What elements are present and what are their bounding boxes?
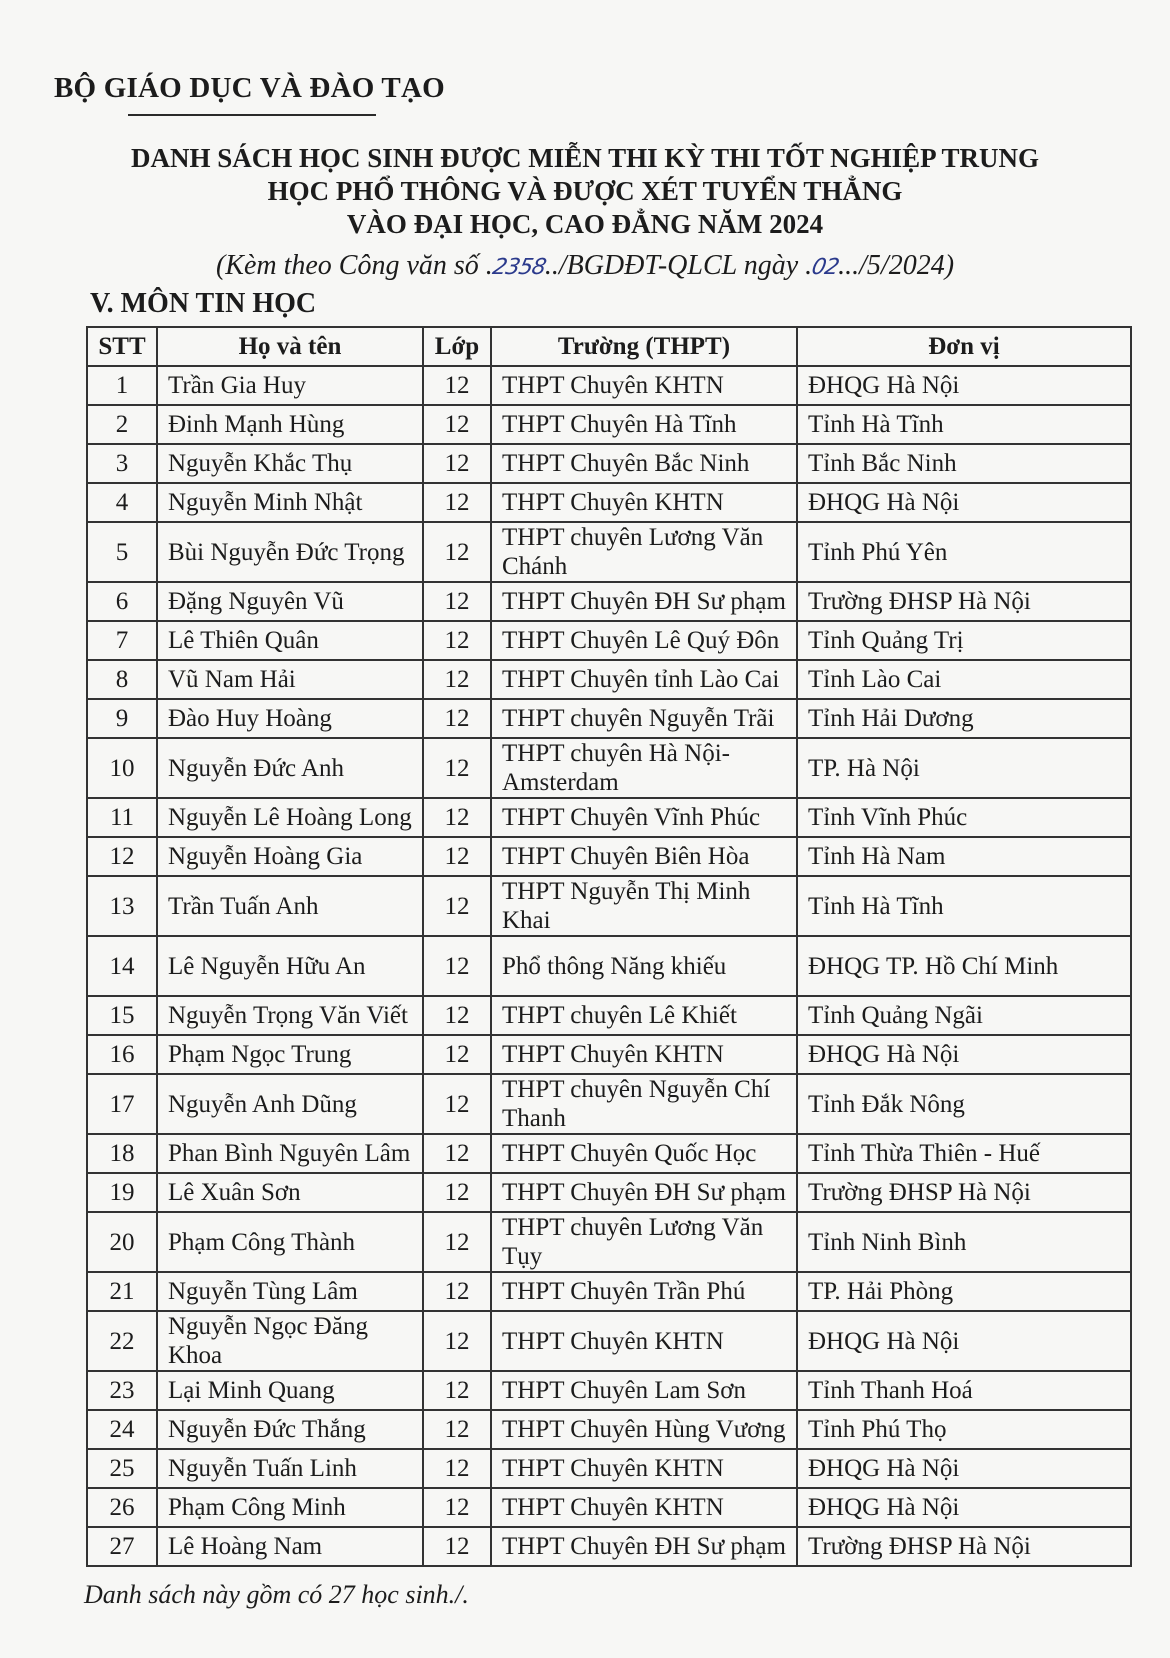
cell-school: THPT chuyên Nguyễn Trãi xyxy=(491,699,797,738)
cell-name: Trần Tuấn Anh xyxy=(157,876,423,936)
cell-unit: Tỉnh Hà Tĩnh xyxy=(797,876,1131,936)
table-header-row xyxy=(87,327,1131,366)
cell-school: Phổ thông Năng khiếu xyxy=(491,936,797,996)
cell-stt: 9 xyxy=(87,699,157,738)
cell-school: THPT Chuyên Biên Hòa xyxy=(491,837,797,876)
cell-name: Lại Minh Quang xyxy=(157,1371,423,1410)
cell-stt: 22 xyxy=(87,1311,157,1371)
cell-school: THPT chuyên Lương Văn Chánh xyxy=(491,522,797,582)
cell-school: THPT Chuyên ĐH Sư phạm xyxy=(491,582,797,621)
cell-unit: Trường ĐHSP Hà Nội xyxy=(797,1527,1131,1566)
cell-school: THPT Chuyên KHTN xyxy=(491,1488,797,1527)
table-row xyxy=(87,522,1131,582)
cell-stt: 5 xyxy=(87,522,157,582)
cell-stt: 21 xyxy=(87,1272,157,1311)
cell-name: Nguyễn Lê Hoàng Long xyxy=(157,798,423,837)
table-row xyxy=(87,1173,1131,1212)
table-row xyxy=(87,483,1131,522)
table-row xyxy=(87,1527,1131,1566)
cell-unit: Tỉnh Hải Dương xyxy=(797,699,1131,738)
table-row xyxy=(87,1074,1131,1134)
cell-name: Phạm Ngọc Trung xyxy=(157,1035,423,1074)
cell-stt: 4 xyxy=(87,483,157,522)
cell-name: Nguyễn Ngọc Đăng Khoa xyxy=(157,1311,423,1371)
column-header-class: Lớp xyxy=(423,327,491,366)
cell-school: THPT Chuyên Hùng Vương xyxy=(491,1410,797,1449)
cell-class: 12 xyxy=(423,837,491,876)
cell-stt: 2 xyxy=(87,405,157,444)
cell-class: 12 xyxy=(423,582,491,621)
cell-class: 12 xyxy=(423,366,491,405)
cell-unit: Tỉnh Quảng Trị xyxy=(797,621,1131,660)
document-subtitle xyxy=(60,250,1110,282)
cell-stt: 11 xyxy=(87,798,157,837)
cell-school: THPT Chuyên ĐH Sư phạm xyxy=(491,1173,797,1212)
cell-class: 12 xyxy=(423,1311,491,1371)
column-header-name: Họ và tên xyxy=(157,327,423,366)
cell-school: THPT Chuyên ĐH Sư phạm xyxy=(491,1527,797,1566)
cell-name: Nguyễn Hoàng Gia xyxy=(157,837,423,876)
cell-unit: TP. Hà Nội xyxy=(797,738,1131,798)
cell-class: 12 xyxy=(423,798,491,837)
cell-class: 12 xyxy=(423,621,491,660)
cell-school: THPT Chuyên KHTN xyxy=(491,366,797,405)
cell-school: THPT Chuyên Trần Phú xyxy=(491,1272,797,1311)
cell-stt: 8 xyxy=(87,660,157,699)
cell-class: 12 xyxy=(423,738,491,798)
cell-name: Nguyễn Minh Nhật xyxy=(157,483,423,522)
cell-school: THPT Chuyên KHTN xyxy=(491,1449,797,1488)
table-row xyxy=(87,1449,1131,1488)
cell-school: THPT Chuyên KHTN xyxy=(491,1035,797,1074)
cell-stt: 27 xyxy=(87,1527,157,1566)
cell-school: THPT Chuyên Vĩnh Phúc xyxy=(491,798,797,837)
cell-unit: ĐHQG Hà Nội xyxy=(797,1311,1131,1371)
table-row xyxy=(87,1272,1131,1311)
cell-unit: ĐHQG Hà Nội xyxy=(797,366,1131,405)
table-row xyxy=(87,621,1131,660)
cell-name: Phạm Công Minh xyxy=(157,1488,423,1527)
cell-unit: Tỉnh Quảng Ngãi xyxy=(797,996,1131,1035)
cell-unit: Tỉnh Ninh Bình xyxy=(797,1212,1131,1272)
cell-unit: ĐHQG TP. Hồ Chí Minh xyxy=(797,936,1131,996)
table-row xyxy=(87,1311,1131,1371)
cell-class: 12 xyxy=(423,522,491,582)
title-line-3: VÀO ĐẠI HỌC, CAO ĐẲNG NĂM 2024 xyxy=(346,209,824,239)
cell-school: THPT Chuyên tỉnh Lào Cai xyxy=(491,660,797,699)
cell-stt: 12 xyxy=(87,837,157,876)
cell-school: THPT chuyên Nguyễn Chí Thanh xyxy=(491,1074,797,1134)
table-row xyxy=(87,582,1131,621)
table-row xyxy=(87,1410,1131,1449)
title-line-1: DANH SÁCH HỌC SINH ĐƯỢC MIỄN THI KỲ THI TỐT NGHIỆP TRUNG xyxy=(131,143,1039,173)
cell-unit: Tỉnh Hà Nam xyxy=(797,837,1131,876)
cell-name: Lê Thiên Quân xyxy=(157,621,423,660)
cell-class: 12 xyxy=(423,483,491,522)
cell-name: Nguyễn Anh Dũng xyxy=(157,1074,423,1134)
column-header-unit: Đơn vị xyxy=(797,327,1131,366)
cell-unit: Tỉnh Thanh Hoá xyxy=(797,1371,1131,1410)
cell-school: THPT Chuyên Lê Quý Đôn xyxy=(491,621,797,660)
table-row xyxy=(87,1371,1131,1410)
table-row xyxy=(87,405,1131,444)
cell-unit: Tỉnh Đắk Nông xyxy=(797,1074,1131,1134)
cell-name: Bùi Nguyễn Đức Trọng xyxy=(157,522,423,582)
title-line-2: HỌC PHỔ THÔNG VÀ ĐƯỢC XÉT TUYỂN THẲNG xyxy=(267,176,903,206)
table-row xyxy=(87,936,1131,996)
subtitle-prefix: (Kèm theo Công văn số . xyxy=(215,250,493,281)
cell-name: Phạm Công Thành xyxy=(157,1212,423,1272)
cell-class: 12 xyxy=(423,444,491,483)
table-row xyxy=(87,660,1131,699)
cell-stt: 13 xyxy=(87,876,157,936)
cell-stt: 3 xyxy=(87,444,157,483)
table-row xyxy=(87,996,1131,1035)
table-row xyxy=(87,366,1131,405)
cell-school: THPT Chuyên Quốc Học xyxy=(491,1134,797,1173)
cell-class: 12 xyxy=(423,1410,491,1449)
footer-note: Danh sách này gồm có 27 học sinh./. xyxy=(84,1580,469,1609)
table-row xyxy=(87,699,1131,738)
subtitle-suffix: .../5/2024) xyxy=(838,250,955,281)
cell-stt: 24 xyxy=(87,1410,157,1449)
cell-unit: Tỉnh Hà Tĩnh xyxy=(797,405,1131,444)
cell-school: THPT Chuyên Lam Sơn xyxy=(491,1371,797,1410)
table-row xyxy=(87,738,1131,798)
cell-name: Lê Nguyễn Hữu An xyxy=(157,936,423,996)
cell-unit: Tỉnh Phú Thọ xyxy=(797,1410,1131,1449)
cell-name: Nguyễn Tuấn Linh xyxy=(157,1449,423,1488)
handwritten-doc-number: 2358 xyxy=(490,255,548,280)
table-row xyxy=(87,1488,1131,1527)
cell-stt: 25 xyxy=(87,1449,157,1488)
cell-stt: 16 xyxy=(87,1035,157,1074)
table-row xyxy=(87,444,1131,483)
cell-class: 12 xyxy=(423,699,491,738)
cell-stt: 14 xyxy=(87,936,157,996)
subtitle-middle: ../BGDĐT-QLCL ngày . xyxy=(544,250,813,281)
cell-unit: ĐHQG Hà Nội xyxy=(797,1488,1131,1527)
cell-unit: Tỉnh Vĩnh Phúc xyxy=(797,798,1131,837)
cell-class: 12 xyxy=(423,936,491,996)
cell-stt: 19 xyxy=(87,1173,157,1212)
cell-class: 12 xyxy=(423,1173,491,1212)
cell-stt: 1 xyxy=(87,366,157,405)
cell-stt: 18 xyxy=(87,1134,157,1173)
cell-name: Vũ Nam Hải xyxy=(157,660,423,699)
cell-unit: Trường ĐHSP Hà Nội xyxy=(797,582,1131,621)
table-row xyxy=(87,798,1131,837)
cell-stt: 6 xyxy=(87,582,157,621)
cell-name: Đào Huy Hoàng xyxy=(157,699,423,738)
cell-name: Đặng Nguyên Vũ xyxy=(157,582,423,621)
cell-name: Nguyễn Tùng Lâm xyxy=(157,1272,423,1311)
cell-unit: ĐHQG Hà Nội xyxy=(797,1035,1131,1074)
cell-name: Trần Gia Huy xyxy=(157,366,423,405)
cell-name: Đinh Mạnh Hùng xyxy=(157,405,423,444)
cell-school: THPT chuyên Lê Khiết xyxy=(491,996,797,1035)
cell-stt: 7 xyxy=(87,621,157,660)
cell-class: 12 xyxy=(423,1527,491,1566)
cell-name: Nguyễn Đức Anh xyxy=(157,738,423,798)
cell-unit: Tỉnh Bắc Ninh xyxy=(797,444,1131,483)
cell-unit: TP. Hải Phòng xyxy=(797,1272,1131,1311)
section-heading: V. MÔN TIN HỌC xyxy=(90,288,317,319)
cell-name: Nguyễn Trọng Văn Viết xyxy=(157,996,423,1035)
cell-name: Nguyễn Khắc Thụ xyxy=(157,444,423,483)
cell-name: Lê Hoàng Nam xyxy=(157,1527,423,1566)
cell-class: 12 xyxy=(423,1212,491,1272)
cell-class: 12 xyxy=(423,1371,491,1410)
cell-school: THPT chuyên Hà Nội-Amsterdam xyxy=(491,738,797,798)
table-row xyxy=(87,837,1131,876)
column-header-stt: STT xyxy=(87,327,157,366)
cell-stt: 15 xyxy=(87,996,157,1035)
table-row xyxy=(87,876,1131,936)
cell-school: THPT Chuyên KHTN xyxy=(491,1311,797,1371)
cell-class: 12 xyxy=(423,1134,491,1173)
cell-school: THPT Chuyên KHTN xyxy=(491,483,797,522)
document-title xyxy=(60,142,1110,241)
table-row xyxy=(87,1035,1131,1074)
cell-unit: ĐHQG Hà Nội xyxy=(797,483,1131,522)
cell-stt: 20 xyxy=(87,1212,157,1272)
cell-stt: 17 xyxy=(87,1074,157,1134)
cell-stt: 26 xyxy=(87,1488,157,1527)
cell-class: 12 xyxy=(423,1074,491,1134)
cell-name: Nguyễn Đức Thắng xyxy=(157,1410,423,1449)
ministry-underline xyxy=(128,114,376,116)
cell-school: THPT Chuyên Hà Tĩnh xyxy=(491,405,797,444)
student-table xyxy=(86,326,1132,1567)
cell-class: 12 xyxy=(423,405,491,444)
column-header-school: Trường (THPT) xyxy=(491,327,797,366)
cell-school: THPT Nguyễn Thị Minh Khai xyxy=(491,876,797,936)
cell-unit: Trường ĐHSP Hà Nội xyxy=(797,1173,1131,1212)
cell-school: THPT chuyên Lương Văn Tụy xyxy=(491,1212,797,1272)
cell-unit: ĐHQG Hà Nội xyxy=(797,1449,1131,1488)
cell-class: 12 xyxy=(423,1488,491,1527)
cell-stt: 10 xyxy=(87,738,157,798)
cell-name: Phan Bình Nguyên Lâm xyxy=(157,1134,423,1173)
cell-class: 12 xyxy=(423,660,491,699)
cell-class: 12 xyxy=(423,1272,491,1311)
cell-class: 12 xyxy=(423,1035,491,1074)
cell-unit: Tỉnh Thừa Thiên - Huế xyxy=(797,1134,1131,1173)
table-row xyxy=(87,1212,1131,1272)
ministry-name: BỘ GIÁO DỤC VÀ ĐÀO TẠO xyxy=(54,72,445,104)
cell-unit: Tỉnh Lào Cai xyxy=(797,660,1131,699)
handwritten-day: 02 xyxy=(809,255,841,280)
cell-school: THPT Chuyên Bắc Ninh xyxy=(491,444,797,483)
cell-stt: 23 xyxy=(87,1371,157,1410)
cell-name: Lê Xuân Sơn xyxy=(157,1173,423,1212)
cell-unit: Tỉnh Phú Yên xyxy=(797,522,1131,582)
cell-class: 12 xyxy=(423,996,491,1035)
cell-class: 12 xyxy=(423,1449,491,1488)
cell-class: 12 xyxy=(423,876,491,936)
table-row xyxy=(87,1134,1131,1173)
